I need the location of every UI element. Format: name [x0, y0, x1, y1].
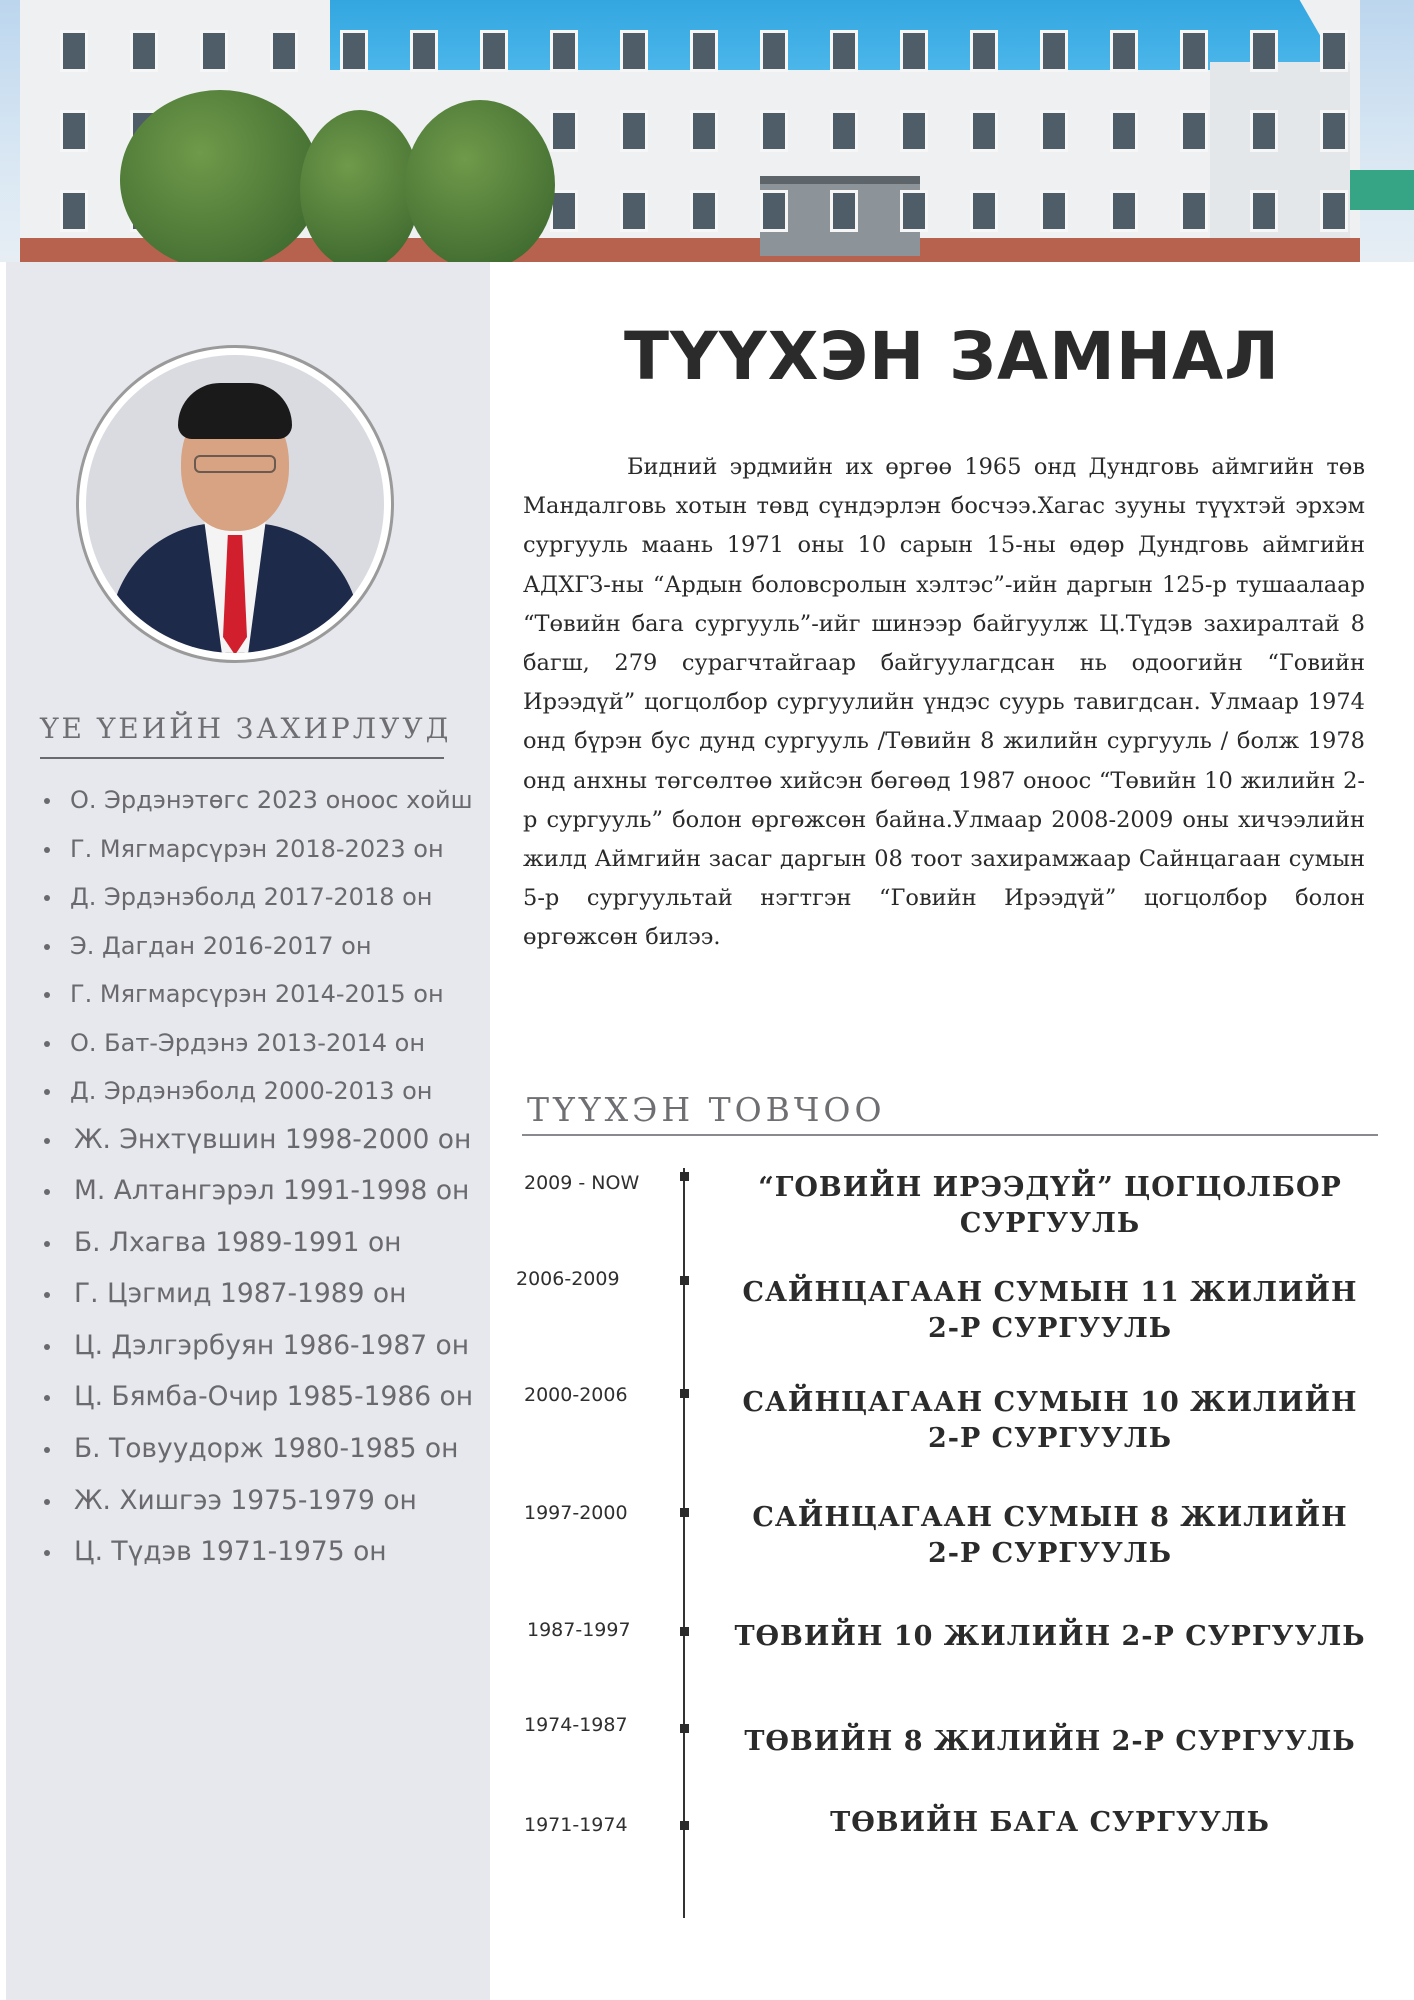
timeline-event-line: “ГОВИЙН ИРЭЭДҮЙ” ЦОГЦОЛБОР [758, 1172, 1342, 1203]
directors-list [40, 782, 480, 1586]
timeline-event [720, 1275, 1380, 1347]
window [1180, 190, 1208, 232]
timeline-year: 2006-2009 [516, 1268, 620, 1290]
window [1250, 190, 1278, 232]
list-item: Э. Дагдан 2016-2017 он [40, 928, 480, 977]
history-paragraph: Бидний эрдмийн их өргөө 1965 онд Дундговь аймгийн төв Мандалговь хотын төвд сүндэрлэн босчээ.Хагас зууны түүхтэй эрхэм сургууль маань 1971 оны 10 сарын 15-ны өдөр Дундговь аймгийн АДХГЗ-ны “Ардын боловсролын хэлтэс”-ийн даргын 125-р тушаалаар “Төвийн бага сургууль”-ийг шинээр байгуулж Ц.Түдэв захиралтай 8 багш, 279 сурагчтайгаар байгуулагдсан нь одоогийн “Говийн Ирээдүй” цогцолбор сургуулийн үндэс суурь тавигдсан. Улмаар 1974 онд бүрэн бус дунд сургууль /Төвийн 8 жилийн сургууль / болж 1978 онд анхны төгсөлтөө хийсэн бөгөөд 1987 оноос “Төвийн 10 жилийн 2-р сургууль” болон өргөжсөн байна.Улмаар 2008-2009 оны хичээлийн жилд Аймгийн засаг даргын 08 тоот захирамжаар Сайнцагаан сумын 5-р сургуультай нэгтгэн “Говийн Ирээдүй” цогцолбор болон өргөжсөн билээ. [523, 454, 1365, 951]
window [690, 190, 718, 232]
window [130, 30, 158, 72]
timeline-event-line: 2-Р СУРГУУЛЬ [927, 1313, 1173, 1344]
timeline-year: 1974-1987 [524, 1714, 628, 1736]
window [690, 110, 718, 152]
summary-heading-divider [522, 1134, 1378, 1136]
list-item: Г. Цэгмид 1987-1989 он [40, 1276, 480, 1328]
window [760, 110, 788, 152]
window [900, 30, 928, 72]
window [200, 30, 228, 72]
building-wing [1210, 62, 1350, 262]
summary-heading: ТҮҮХЭН ТОВЧОО [527, 1090, 886, 1129]
list-item: Д. Эрдэнэболд 2000-2013 он [40, 1073, 480, 1122]
timeline-event [720, 1724, 1380, 1760]
window [620, 110, 648, 152]
window [60, 110, 88, 152]
timeline-marker [680, 1389, 689, 1398]
list-item: М. Алтангэрэл 1991-1998 он [40, 1173, 480, 1225]
window [1250, 110, 1278, 152]
window [620, 190, 648, 232]
director-portrait [76, 345, 394, 663]
window [900, 190, 928, 232]
timeline-event-line: САЙНЦАГААН СУМЫН 11 ЖИЛИЙН [742, 1277, 1358, 1308]
window [550, 110, 578, 152]
page-title: ТҮҮХЭН ЗАМНАЛ [624, 318, 1280, 395]
window [1040, 110, 1068, 152]
window [760, 30, 788, 72]
window [690, 30, 718, 72]
timeline-marker [680, 1724, 689, 1733]
timeline-marker [680, 1627, 689, 1636]
window [340, 30, 368, 72]
list-item: Б. Товуудорж 1980-1985 он [40, 1431, 480, 1483]
timeline-year: 1987-1997 [527, 1619, 631, 1641]
timeline-marker [680, 1276, 689, 1285]
list-item: Д. Эрдэнэболд 2017-2018 он [40, 879, 480, 928]
timeline-event [720, 1170, 1380, 1242]
timeline-marker [680, 1172, 689, 1181]
window [830, 190, 858, 232]
window [1110, 110, 1138, 152]
list-item: О. Эрдэнэтөгс 2023 оноос хойш [40, 782, 480, 831]
window [760, 190, 788, 232]
window [1040, 30, 1068, 72]
window [830, 110, 858, 152]
timeline-event [720, 1385, 1380, 1457]
window [1040, 190, 1068, 232]
list-item: О. Бат-Эрдэнэ 2013-2014 он [40, 1025, 480, 1074]
window [1180, 110, 1208, 152]
list-item: Г. Мягмарсүрэн 2018-2023 он [40, 831, 480, 880]
window [1180, 30, 1208, 72]
window [830, 30, 858, 72]
timeline-event-line: СУРГУУЛЬ [959, 1208, 1141, 1239]
timeline-year: 1971-1974 [524, 1814, 628, 1836]
list-item: Б. Лхагва 1989-1991 он [40, 1225, 480, 1277]
timeline-event-line: ТӨВИЙН БАГА СУРГУУЛЬ [830, 1807, 1270, 1838]
list-item: Ц. Түдэв 1971-1975 он [40, 1534, 480, 1586]
timeline-year: 2000-2006 [524, 1384, 628, 1406]
window [410, 30, 438, 72]
window [1250, 30, 1278, 72]
window [1110, 190, 1138, 232]
timeline-event-line: 2-Р СУРГУУЛЬ [927, 1538, 1173, 1569]
timeline-event-line: САЙНЦАГААН СУМЫН 8 ЖИЛИЙН [752, 1502, 1348, 1533]
timeline-event-line: САЙНЦАГААН СУМЫН 10 ЖИЛИЙН [742, 1387, 1358, 1418]
list-item: Ц. Дэлгэрбуян 1986-1987 он [40, 1328, 480, 1380]
window [1110, 30, 1138, 72]
tree-middle [300, 110, 420, 262]
window [60, 30, 88, 72]
timeline-event-line: ТӨВИЙН 8 ЖИЛИЙН 2-Р СУРГУУЛЬ [744, 1726, 1356, 1757]
window [480, 30, 508, 72]
timeline-event [720, 1500, 1380, 1572]
timeline-marker [680, 1508, 689, 1517]
timeline-event-line: 2-Р СУРГУУЛЬ [927, 1423, 1173, 1454]
header-school-photo [0, 0, 1414, 262]
list-item: Ц. Бямба-Очир 1985-1986 он [40, 1379, 480, 1431]
timeline-event [720, 1619, 1380, 1655]
window [270, 30, 298, 72]
list-item: Ж. Энхтүвшин 1998-2000 он [40, 1122, 480, 1174]
timeline-year: 2009 - NOW [524, 1172, 640, 1194]
background-roof [1350, 170, 1414, 210]
window [1320, 190, 1348, 232]
window [970, 30, 998, 72]
timeline-event [720, 1805, 1380, 1841]
window [900, 110, 928, 152]
list-item: Ж. Хишгээ 1975-1979 он [40, 1483, 480, 1535]
timeline-marker [680, 1821, 689, 1830]
window [970, 190, 998, 232]
tree-left [120, 90, 320, 262]
timeline-event-line: ТӨВИЙН 10 ЖИЛИЙН 2-Р СУРГУУЛЬ [734, 1621, 1366, 1652]
window [60, 190, 88, 232]
tree-right [405, 100, 555, 262]
list-item: Г. Мягмарсүрэн 2014-2015 он [40, 976, 480, 1025]
window [1320, 30, 1348, 72]
window [1320, 110, 1348, 152]
directors-heading: ҮЕ ҮЕИЙН ЗАХИРЛУУД [40, 712, 452, 745]
window [550, 30, 578, 72]
directors-heading-divider [40, 757, 444, 759]
window [970, 110, 998, 152]
window [620, 30, 648, 72]
timeline-year: 1997-2000 [524, 1502, 628, 1524]
